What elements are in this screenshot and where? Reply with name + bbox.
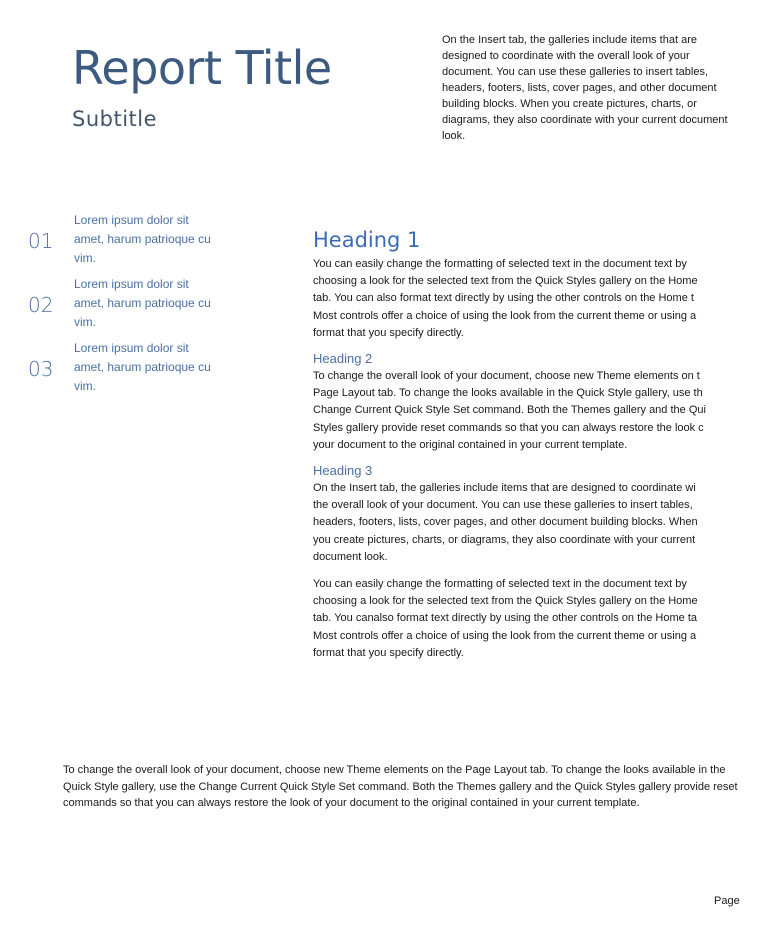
report-title: Report Title: [72, 41, 332, 95]
report-subtitle: Subtitle: [72, 107, 158, 131]
intro-paragraph: On the Insert tab, the galleries include items that are designed to coordinate with the overall look of your document. You can use these galleries to insert tables, headers, footers, lists, cover pages, and other document building blocks. When you create pictures, charts, or diagrams, they also coordinate with your current document look.: [442, 34, 728, 142]
text-line: tab. You can also format text directly by using the other controls on the Home t: [313, 292, 694, 305]
text-line: your document to the original contained in your current template.: [313, 438, 628, 451]
text-line: To change the overall look of your document, choose new Theme elements on t: [313, 370, 700, 383]
text-line: tab. You canalso format text directly by using the other controls on the Home ta: [313, 612, 697, 625]
heading-3: Heading 3: [313, 463, 373, 479]
text-line: choosing a look for the selected text from the Quick Styles gallery on the Home: [313, 595, 698, 608]
text-line: Most controls offer a choice of using the look from the current theme or using a: [313, 629, 697, 642]
text-line: format that you specify directly.: [313, 326, 464, 339]
text-line: Most controls offer a choice of using the look from the current theme or using a: [313, 309, 697, 322]
text-line: You can easily change the formatting of selected text in the document text by: [313, 578, 687, 591]
text-line: document look.: [313, 550, 388, 563]
main-content: [313, 224, 733, 662]
paragraph-1: [313, 256, 733, 342]
sidebar-list: [28, 211, 228, 403]
text-line: You can easily change the formatting of selected text in the document text by: [313, 258, 687, 270]
sidebar-item-number: 03: [28, 357, 54, 381]
text-line: On the Insert tab, the galleries include items that are designed to coordinate wi: [313, 482, 696, 495]
paragraph-4: [313, 576, 733, 662]
heading-2: Heading 2: [313, 351, 373, 367]
sidebar-item-number: 01: [28, 229, 54, 253]
text-line: Styles gallery provide reset commands so that you can always restore the look c: [313, 421, 704, 434]
paragraph-3: [313, 480, 733, 566]
text-line: headers, footers, lists, cover pages, and other document building blocks. When: [313, 516, 698, 529]
paragraph-2: [313, 368, 733, 454]
text-line: Change Current Quick Style Set command. Both the Themes gallery and the Qui: [313, 404, 706, 417]
sidebar-item-text: Lorem ipsum dolor sit amet, harum patrioque cu vim.: [74, 341, 211, 393]
text-line: Page Layout tab. To change the looks available in the Quick Style gallery, use th: [313, 387, 703, 400]
sidebar-item-text: Lorem ipsum dolor sit amet, harum patrioque cu vim.: [74, 213, 211, 265]
sidebar-item-01: [28, 211, 228, 275]
text-line: you create pictures, charts, or diagrams, they also coordinate with your current: [313, 533, 696, 546]
heading-1: Heading 1: [313, 228, 421, 252]
footer-paragraph: To change the overall look of your document, choose new Theme elements on the Page Layout tab. To change the looks available in the Quick Style gallery, use the Change Current Quick Style Set command. Both the Themes gallery and the Quick Styles gallery provide reset commands so that you can always restore the look of your document to the original contained in your current template.: [63, 764, 738, 810]
page-number-label: Page: [714, 895, 740, 907]
text-line: format that you specify directly.: [313, 646, 464, 659]
text-line: the overall look of your document. You can use these galleries to insert tables,: [313, 499, 693, 512]
sidebar-item-02: [28, 275, 228, 339]
sidebar-item-03: [28, 339, 228, 403]
sidebar-item-text: Lorem ipsum dolor sit amet, harum patrioque cu vim.: [74, 277, 211, 329]
sidebar-item-number: 02: [28, 293, 54, 317]
text-line: choosing a look for the selected text from the Quick Styles gallery on the Home: [313, 275, 698, 288]
